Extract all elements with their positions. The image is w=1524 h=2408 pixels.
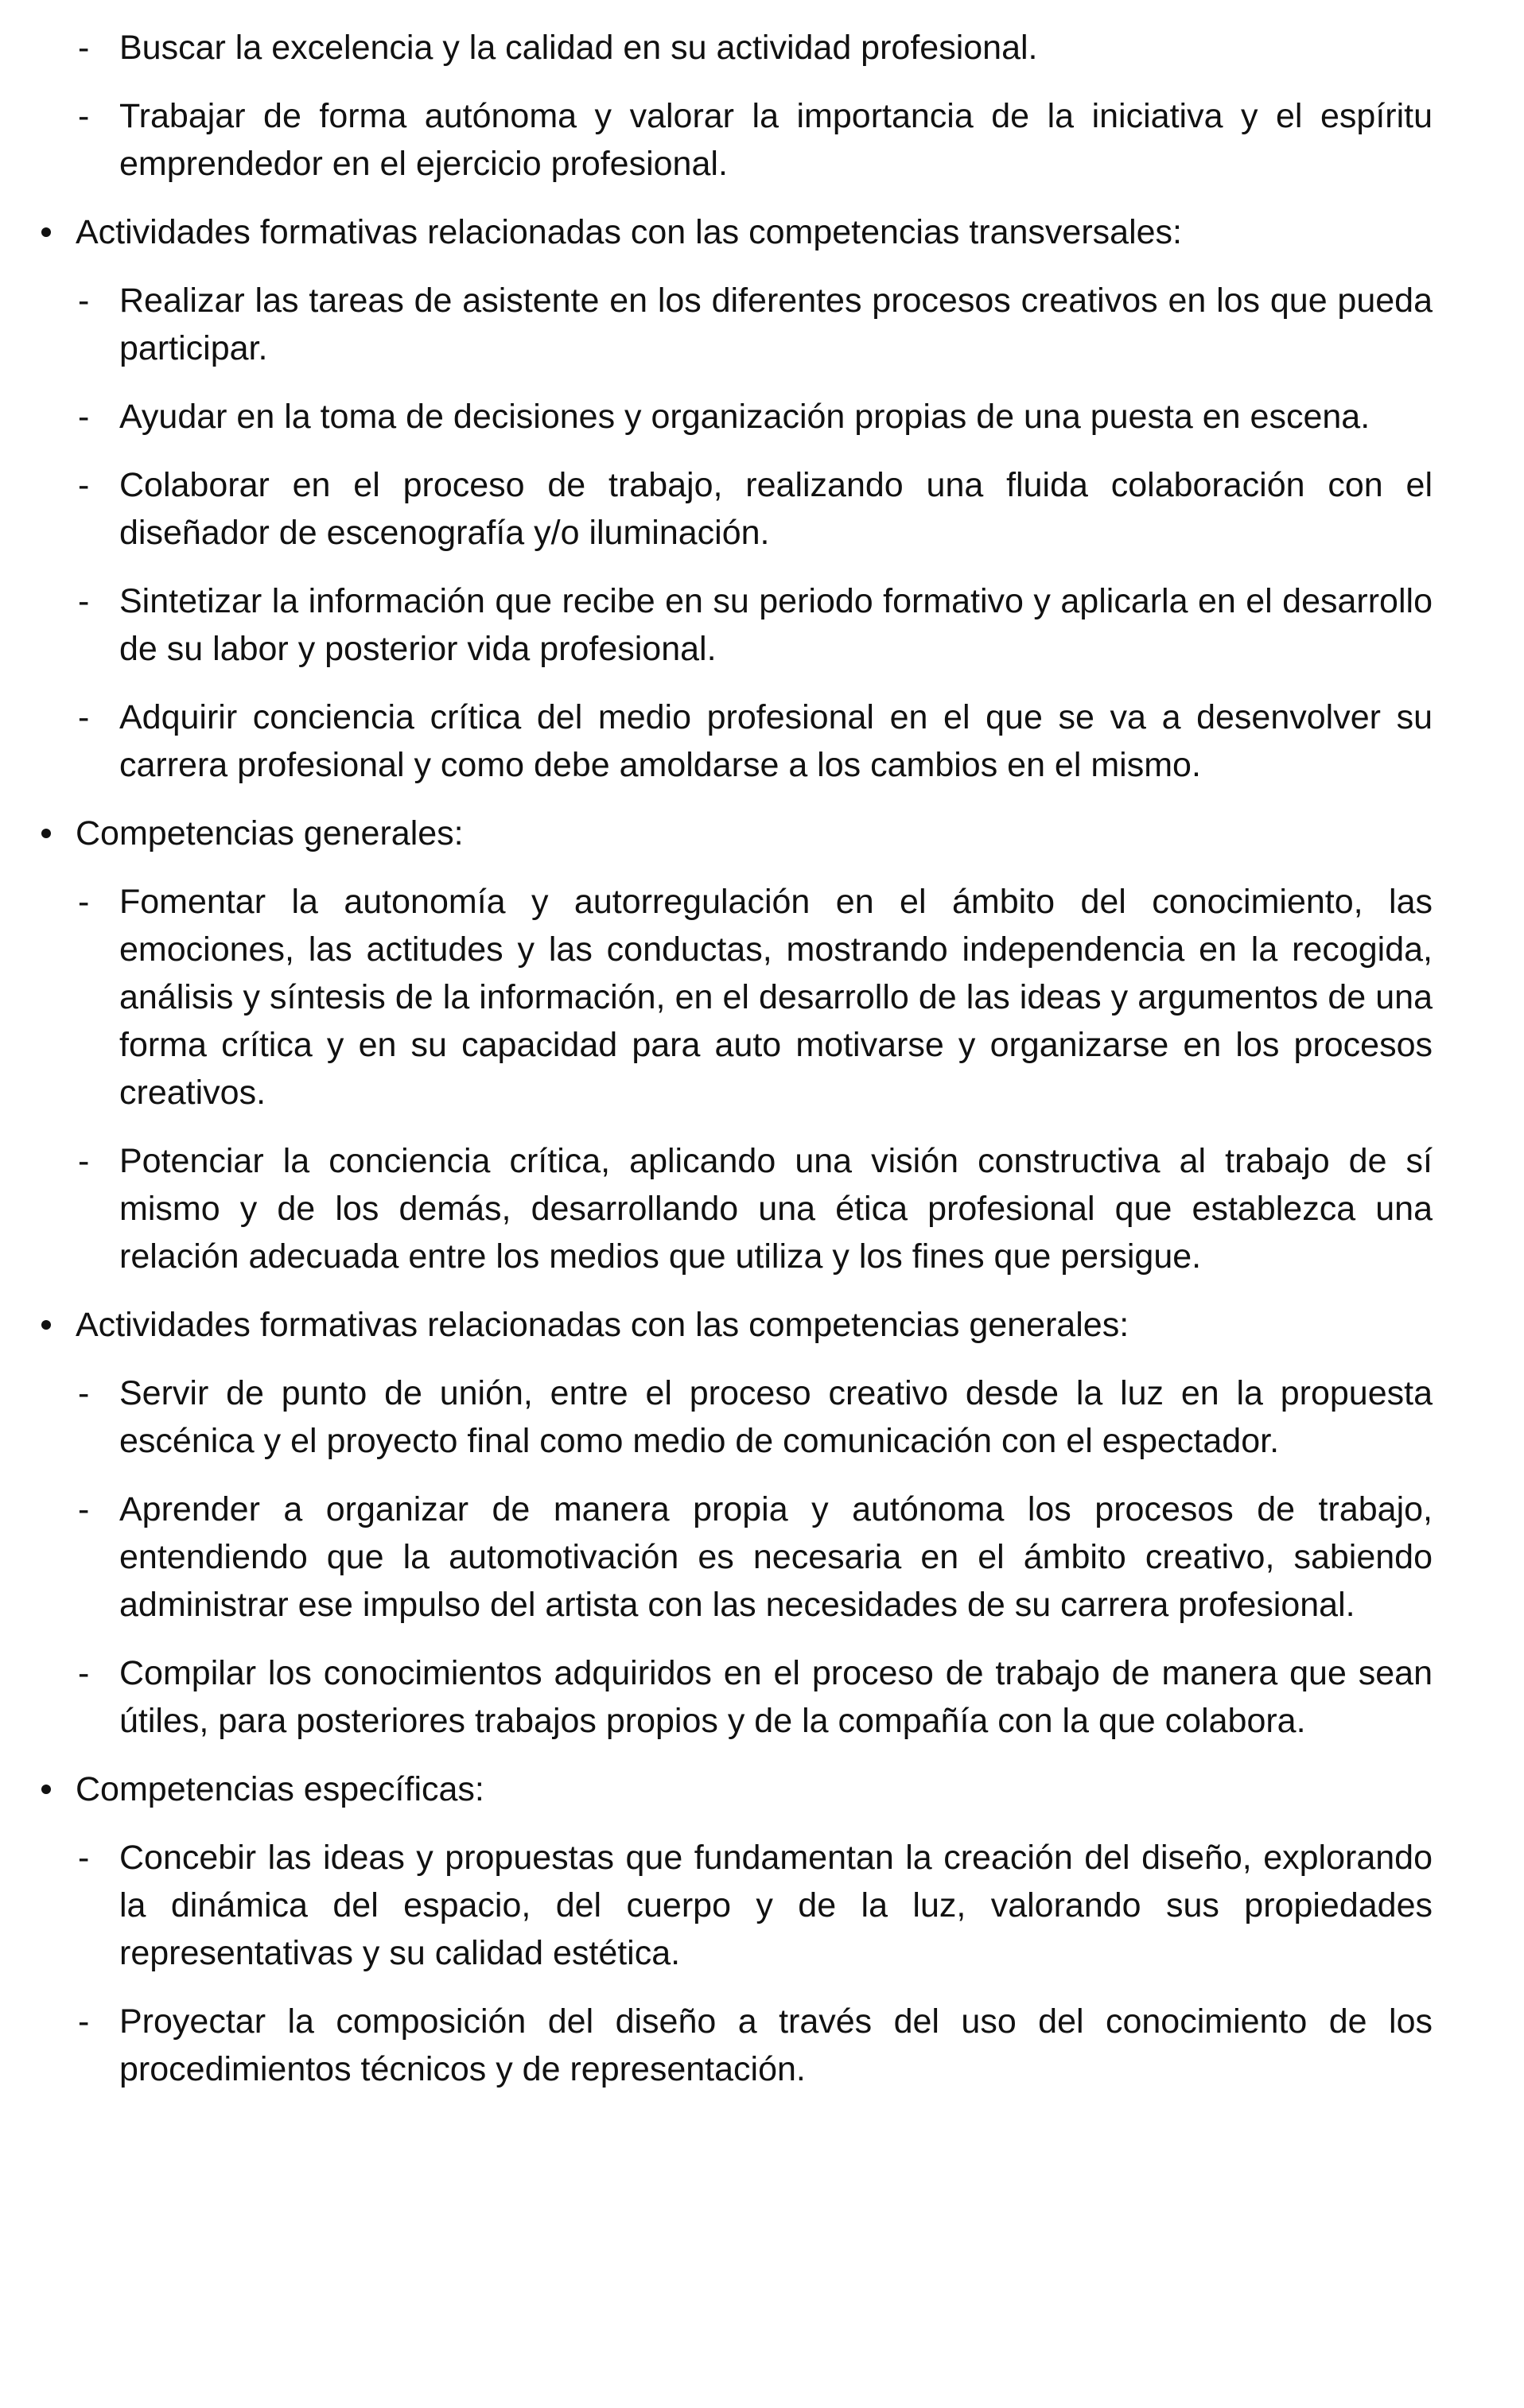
item-text: Potenciar la conciencia crítica, aplicando una visión constructiva al trabajo de sí mismo y de los demás, desarrollando una ética profesional que establezca una relación adecuada entre los medios que utiliza y los fines que persigue. (119, 1142, 1433, 1276)
bullet-icon (41, 1785, 51, 1794)
dash-marker: - (78, 1839, 90, 1877)
dash-marker: - (78, 582, 90, 620)
heading-text: Actividades formativas relacionadas con las competencias generales: (76, 1306, 1129, 1344)
list-item (32, 277, 1433, 372)
dash-marker: - (78, 1374, 90, 1412)
list-item (32, 1486, 1433, 1629)
section-heading (32, 1301, 1433, 1349)
list-item (32, 461, 1433, 557)
item-text: Proyectar la composición del diseño a través del uso del conocimiento de los procedimientos técnicos y de representación. (119, 2002, 1433, 2088)
bullet-icon (41, 1320, 51, 1330)
dash-marker: - (78, 1490, 90, 1528)
item-text: Ayudar en la toma de decisiones y organización propias de una puesta en escena. (119, 398, 1370, 436)
bullet-icon (41, 829, 51, 838)
item-text: Colaborar en el proceso de trabajo, realizando una fluida colaboración con el diseñador de escenografía y/o iluminación. (119, 466, 1433, 552)
dash-marker: - (78, 29, 90, 67)
item-text: Compilar los conocimientos adquiridos en el proceso de trabajo de manera que sean útiles, para posteriores trabajos propios y de la compañía con la que colabora. (119, 1654, 1433, 1740)
item-text: Realizar las tareas de asistente en los diferentes procesos creativos en los que pueda participar. (119, 282, 1433, 367)
item-text: Concebir las ideas y propuestas que fundamentan la creación del diseño, explorando la dinámica del espacio, del cuerpo y de la luz, valorando sus propiedades representativas y su calidad estética. (119, 1839, 1433, 1972)
list-item (32, 693, 1433, 789)
dash-marker: - (78, 97, 90, 135)
item-text: Fomentar la autonomía y autorregulación en el ámbito del conocimiento, las emociones, las actitudes y las conductas, mostrando independencia en la recogida, análisis y síntesis de la información, en el desarrollo de las ideas y argumentos de una forma crítica y en su capacidad para auto motivarse y organizarse en los procesos creativos. (119, 883, 1433, 1112)
dash-marker: - (78, 398, 90, 436)
dash-marker: - (78, 1142, 90, 1180)
section-heading (32, 208, 1433, 256)
heading-text: Competencias específicas: (76, 1770, 484, 1808)
dash-marker: - (78, 1654, 90, 1692)
item-text: Sintetizar la información que recibe en su periodo formativo y aplicarla en el desarrollo de su labor y posterior vida profesional. (119, 582, 1433, 668)
section-heading (32, 810, 1433, 857)
list-item (32, 24, 1433, 72)
dash-marker: - (78, 282, 90, 320)
list-item (32, 1649, 1433, 1745)
dash-marker: - (78, 698, 90, 736)
item-text: Trabajar de forma autónoma y valorar la importancia de la iniciativa y el espíritu emprendedor en el ejercicio profesional. (119, 97, 1433, 183)
item-text: Servir de punto de unión, entre el proceso creativo desde la luz en la propuesta escénica y el proyecto final como medio de comunicación con el espectador. (119, 1374, 1433, 1460)
list-item (32, 1137, 1433, 1280)
list-item (32, 878, 1433, 1117)
bullet-icon (41, 227, 51, 237)
section-heading (32, 1765, 1433, 1813)
dash-marker: - (78, 2002, 90, 2041)
item-text: Aprender a organizar de manera propia y autónoma los procesos de trabajo, entendiendo que la automotivación es necesaria en el ámbito creativo, sabiendo administrar ese impulso del artista con las necesidades de su carrera profesional. (119, 1490, 1433, 1624)
item-text: Adquirir conciencia crítica del medio profesional en el que se va a desenvolver su carrera profesional y como debe amoldarse a los cambios en el mismo. (119, 698, 1433, 784)
dash-marker: - (78, 466, 90, 504)
heading-text: Actividades formativas relacionadas con las competencias transversales: (76, 213, 1182, 251)
list-item (32, 1834, 1433, 1977)
list-item (32, 577, 1433, 673)
list-item (32, 1998, 1433, 2093)
list-item (32, 1369, 1433, 1465)
list-item (32, 393, 1433, 441)
item-text: Buscar la excelencia y la calidad en su actividad profesional. (119, 29, 1038, 67)
list-item (32, 92, 1433, 188)
dash-marker: - (78, 883, 90, 921)
heading-text: Competencias generales: (76, 814, 464, 853)
